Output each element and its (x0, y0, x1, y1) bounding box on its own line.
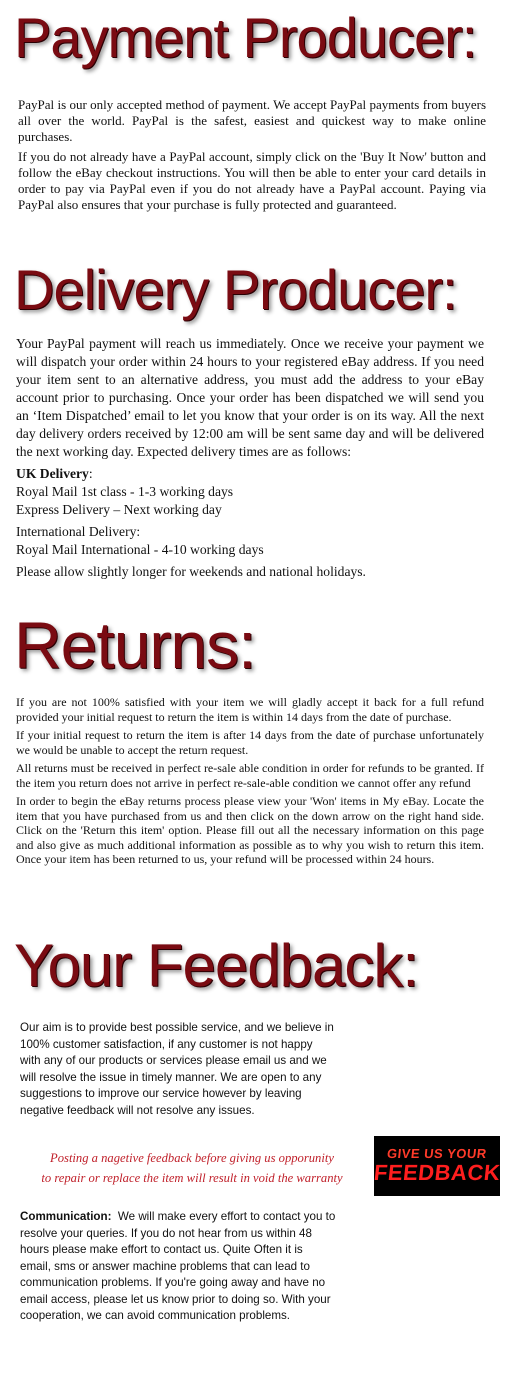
uk-delivery-line: Express Delivery – Next working day (16, 502, 222, 517)
communication-text (20, 1209, 400, 1325)
communication-line: email access, please let us know prior to doing so. With your (20, 1292, 331, 1306)
returns-section (16, 695, 484, 871)
communication-line: email, sms or answer machine problems that can lead to (20, 1259, 310, 1273)
communication-line: hours please make effort to contact us. Quite Often it is (20, 1243, 303, 1256)
uk-delivery-block (16, 465, 484, 519)
feedback-line: suggestions to improve our service however by leaving (20, 1087, 302, 1100)
warning-line: to repair or replace the item will result in void the warranty (41, 1171, 343, 1185)
returns-paragraph: If you are not 100% satisfied with your item we will gladly accept it back for a full refund provided your initial request to return the item is within 14 days from the date of purchase. (16, 695, 484, 724)
feedback-heading: Your Feedback: (14, 932, 419, 999)
returns-paragraph: All returns must be received in perfect re-sale able condition in order for refunds to be granted. If the item you return does not arrive in perfect re-sale-able condition we cannot offer any refund (16, 761, 484, 790)
give-feedback-badge (374, 1136, 500, 1196)
intl-delivery-block (16, 523, 484, 559)
feedback-line: Our aim is to provide best possible service, and we believe in (20, 1021, 334, 1034)
badge-top-text: GIVE US YOUR (386, 1146, 488, 1161)
returns-paragraph: In order to begin the eBay returns process please view your 'Won' items in My eBay. Locate the item that you have purchased from us and then click on the down arrow on the right hand side. Click on the 'Return this item' option. Please fill out all the necessary information on this page and also give as much additional information as possible as to why you wish to return this item. Once your item has been returned to us, your refund will be processed within 24 hours. (16, 794, 484, 866)
intl-delivery-title: International Delivery: (16, 524, 141, 539)
warranty-warning (22, 1148, 362, 1188)
communication-line: communication problems. If you're going away and have no (20, 1276, 326, 1289)
uk-delivery-colon: : (88, 466, 93, 481)
feedback-line: 100% customer satisfaction, if any customer is not happy (20, 1037, 313, 1051)
intl-delivery-line: Royal Mail International - 4-10 working days (16, 542, 264, 557)
feedback-text (20, 1020, 400, 1119)
communication-label: Communication: (20, 1210, 112, 1223)
returns-paragraph: If your initial request to return the item is after 14 days from the date of purchase unfortunately we would be unable to accept the return request. (16, 728, 484, 757)
returns-heading: Returns: (14, 608, 256, 682)
badge-bottom-text: FEEDBACK (372, 1160, 502, 1185)
feedback-line: negative feedback will not resolve any issues. (20, 1103, 255, 1117)
uk-delivery-line: Royal Mail 1st class - 1-3 working days (16, 484, 234, 499)
communication-line: cooperation, we can avoid communication problems. (20, 1309, 291, 1322)
feedback-line: will resolve the issue in timely manner. We are open to any (20, 1070, 322, 1084)
delivery-intro: Your PayPal payment will reach us immediately. Once we receive your payment we will dispatch your order within 24 hours to your registered eBay address. If you need your item sent to an alternative address, you must add the address to your eBay account prior to purchasing. Once your order has been dispatched we will send you an ‘Item Dispatched’ email to let you know that your order is on its way. All the next day delivery orders received by 12:00 am will be sent same day and will be delivered the next working day. Expected delivery times are as follows: (16, 336, 484, 459)
delivery-section (16, 335, 484, 585)
communication-line: We will make every effort to contact you to (111, 1210, 336, 1223)
delivery-note: Please allow slightly longer for weekends and national holidays. (16, 564, 366, 579)
uk-delivery-title: UK Delivery (16, 466, 89, 481)
payment-paragraph: If you do not already have a PayPal account, simply click on the 'Buy It Now' button and follow the eBay checkout instructions. You will then be able to enter your card details in order to pay via PayPal even if you do not already have a PayPal account. Paying via PayPal also ensures that your purchase is fully protected and guaranteed. (18, 149, 486, 212)
delivery-heading: Delivery Producer: (14, 258, 457, 321)
payment-heading: Payment Producer: (14, 6, 477, 69)
communication-line: resolve your queries. If you do not hear from us within 48 (20, 1226, 312, 1240)
payment-section (18, 97, 486, 217)
payment-paragraph: PayPal is our only accepted method of payment. We accept PayPal payments from buyers all over the world. PayPal is the safest, easiest and quickest way to make online purchases. (18, 97, 486, 144)
warning-line: Posting a nagetive feedback before giving us opporunity (50, 1151, 334, 1165)
feedback-line: with any of our products or services please email us and we (20, 1054, 327, 1067)
